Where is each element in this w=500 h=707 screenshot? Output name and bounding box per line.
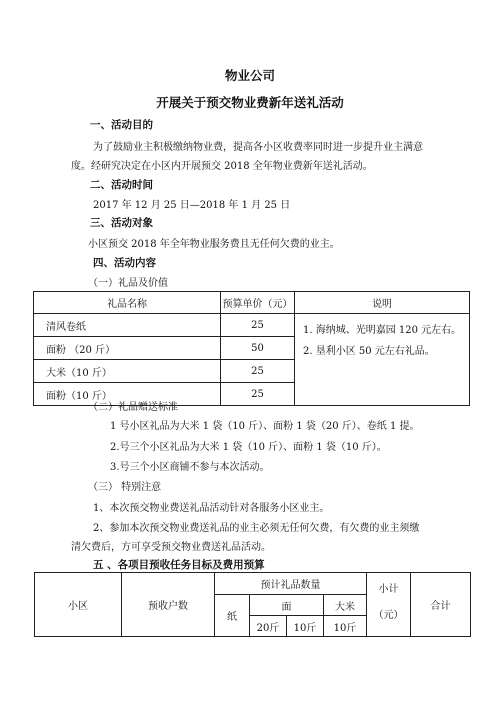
col-unit-price: 预算单价（元） (221, 292, 295, 314)
special-note-2-line-1: 2、参加本次预交物业费送礼品的业主必须无任何欠费，有欠费的业主须缴 (93, 523, 420, 534)
section-1-line-2: 度。经研究决定在小区内开展预交 2018 全年物业费新年送礼活动。 (71, 161, 373, 172)
col-gift-quantity: 预计礼品数量 (215, 573, 367, 595)
gift-standard-subheading: （二）礼品赠送标准 (88, 402, 178, 413)
subtotal-unit: （元） (373, 610, 404, 621)
gift-name: 面粉 （20 斤） (34, 337, 221, 360)
table-header-row (35, 573, 471, 595)
description-line-1: 1. 海纳城、光明嘉园 120 元左右。 (303, 325, 462, 336)
gift-rule-1: 1 号小区礼品为大米 1 袋（10 斤）、面粉 1 袋（20 斤）、卷纸 1 提。 (110, 421, 420, 432)
col-rice: 大米 (324, 595, 367, 616)
col-paper: 纸 (215, 595, 250, 637)
gift-rule-3: 3.号三个小区商铺不参与本次活动。 (110, 462, 270, 473)
table-header-row (34, 292, 470, 314)
col-district: 小区 (35, 573, 122, 637)
section-5-heading: 五 、各项目预收任务目标及费用预算 (93, 559, 265, 571)
section-4-heading: 四、活动内容 (93, 257, 156, 269)
document-title: 开展关于预交物业费新年送礼活动 (156, 95, 344, 110)
col-subtotal (367, 573, 411, 637)
gift-name: 清风卷纸 (34, 314, 221, 337)
subtotal-label: 小计 (378, 584, 399, 595)
col-rice-10: 10斤 (324, 616, 367, 637)
section-3-heading: 三、活动对象 (90, 217, 153, 229)
special-note-subheading: （三） 特别注意 (88, 482, 162, 493)
col-total: 合计 (411, 573, 471, 637)
col-households: 预收户数 (122, 573, 215, 637)
gift-price: 25 (221, 383, 295, 406)
gift-name: 面粉（10 斤） (34, 383, 221, 406)
col-flour: 面 (250, 595, 324, 616)
col-gift-name: 礼品名称 (34, 292, 221, 314)
col-description: 说明 (295, 292, 470, 314)
gift-rule-2: 2.号三个小区礼品为大米 1 袋（10 斤）、面粉 1 袋（10 斤）。 (110, 442, 387, 453)
gift-name: 大米（10 斤） (34, 360, 221, 383)
gift-price: 50 (221, 337, 295, 360)
activity-target: 小区预交 2018 年全年物业服务费且无任何欠费的业主。 (88, 239, 340, 250)
gift-price: 25 (221, 360, 295, 383)
section-1-line-1: 为了鼓励业主积极缴纳物业费，提高各小区收费率同时进一步提升业主满意 (93, 142, 423, 153)
company-name: 物业公司 (224, 68, 275, 83)
activity-time: 2017 年 12 月 25 日—2018 年 1 月 25 日 (93, 200, 291, 211)
gift-table (33, 291, 470, 406)
target-budget-table (34, 572, 471, 637)
gift-price: 25 (221, 314, 295, 337)
col-flour-20: 20斤 (250, 616, 287, 637)
col-flour-10: 10斤 (287, 616, 324, 637)
gifts-subheading: （一）礼品及价值 (88, 278, 168, 289)
section-2-heading: 二、活动时间 (90, 179, 153, 191)
gift-description (295, 314, 470, 406)
special-note-2-line-2: 清欠费后，方可享受预交物业费送礼品活动。 (71, 542, 271, 553)
table-row (34, 314, 470, 337)
description-line-2: 2. 垦利小区 50 元左右礼品。 (303, 346, 435, 357)
section-1-heading: 一、活动目的 (90, 119, 153, 131)
special-note-1: 1、本次预交物业费送礼品活动针对各服务小区业主。 (93, 503, 330, 514)
